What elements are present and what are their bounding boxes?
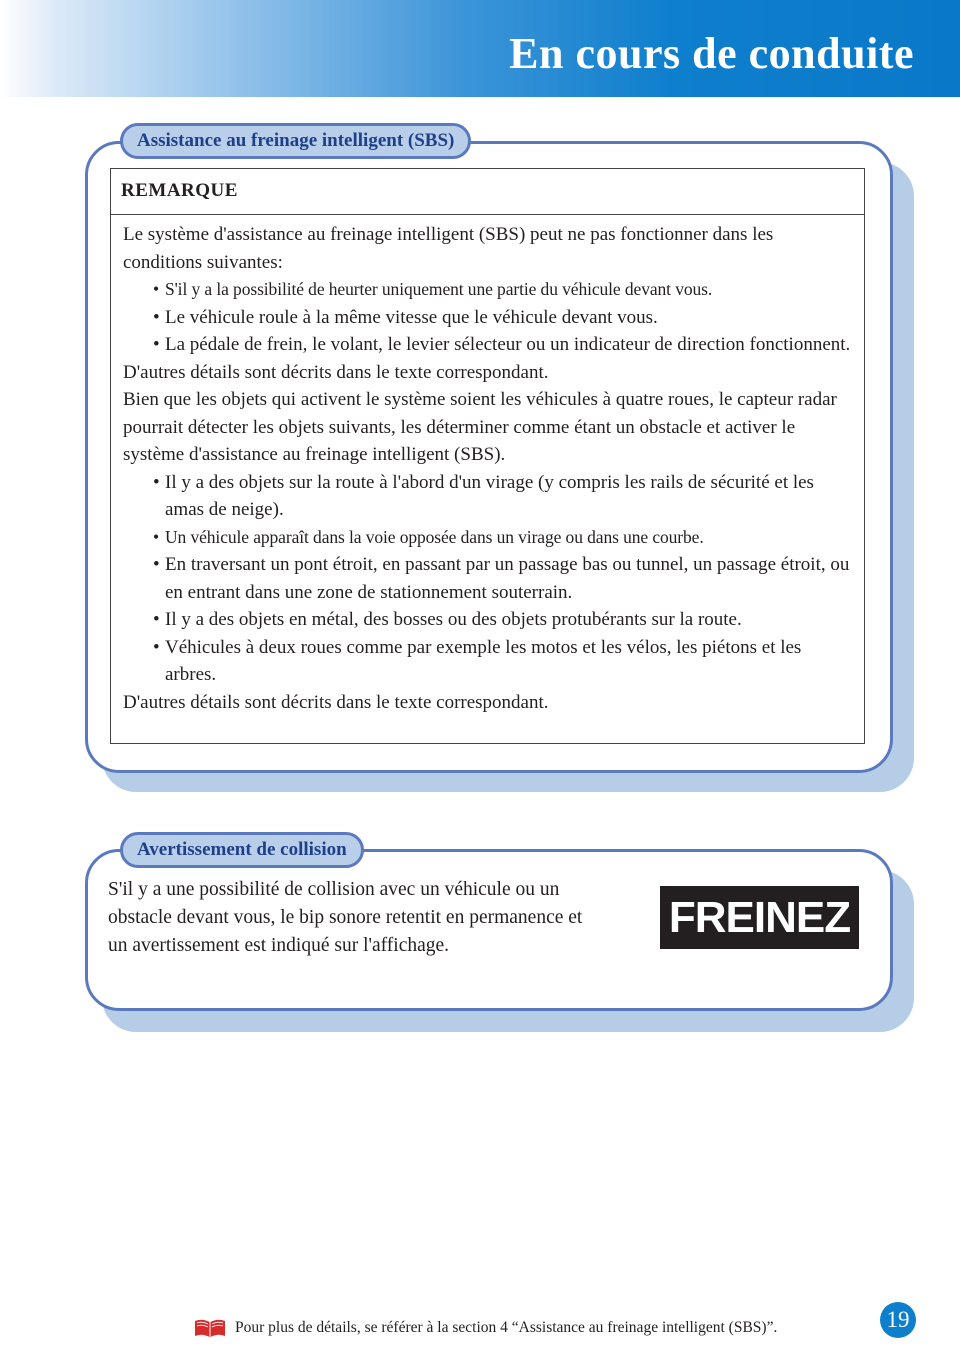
conditions-list [123,276,856,359]
note-paragraph-2: Bien que les objets qui activent le système soient les véhicules à quatre roues, le capteur radar pourrait détecter les objets suivants, les déterminer comme étant un obstacle et activer le système d'assistance au freinage intelligent (SBS). [123,389,837,465]
note-body [111,215,864,716]
list-item: • Le véhicule roule à la même vitesse que le véhicule devant vous. [153,306,658,328]
list-item: • Véhicules à deux roues comme par exemple les motos et les vélos, les piétons et les arbres. [153,636,802,685]
list-item: • La pédale de frein, le volant, le levier sélecteur ou un indicateur de direction fonctionnent. [153,334,851,355]
footer-reference [193,1316,873,1340]
page-number: 19 [880,1302,916,1338]
page-title: En cours de conduite [509,29,914,78]
book-icon [193,1317,227,1339]
list-item: • Il y a des objets sur la route à l'abord d'un virage (y compris les rails de sécurité et les amas de neige). [153,471,814,520]
footer-text: Pour plus de détails, se référer à la section 4 “Assistance au freinage intelligent (SBS)”. [235,1319,778,1336]
sbs-section-tab: Assistance au freinage intelligent (SBS) [120,123,471,159]
list-item: • En traversant un pont étroit, en passant par un passage bas ou tunnel, un passage étroit, ou en entrant dans une zone de stationnement souterrain. [153,554,850,603]
note-details-2: D'autres détails sont décrits dans le texte correspondant. [123,691,549,713]
objects-list [123,469,856,689]
list-item: • S'il y a la possibilité de heurter uniquement une partie du véhicule devant vous. [153,279,713,299]
list-item: • Il y a des objets en métal, des bosses ou des objets protubérants sur la route. [153,609,742,630]
note-intro: Le système d'assistance au freinage intelligent (SBS) peut ne pas fonctionner dans les conditions suivantes: [123,224,774,273]
list-item: • Un véhicule apparaît dans la voie opposée dans un virage ou dans une courbe. [153,526,704,547]
collision-description: S'il y a une possibilité de collision avec un véhicule ou un obstacle devant vous, le bip sonore retentit en permanence et un avertissement est indiqué sur l'affichage. [108,879,583,956]
remarque-note-box [110,168,865,744]
note-heading: REMARQUE [111,169,864,215]
note-details-1: D'autres détails sont décrits dans le texte correspondant. [123,361,549,383]
freinez-warning-display: FREINEZ ! [660,886,859,949]
collision-section-tab: Avertissement de collision [120,832,364,868]
